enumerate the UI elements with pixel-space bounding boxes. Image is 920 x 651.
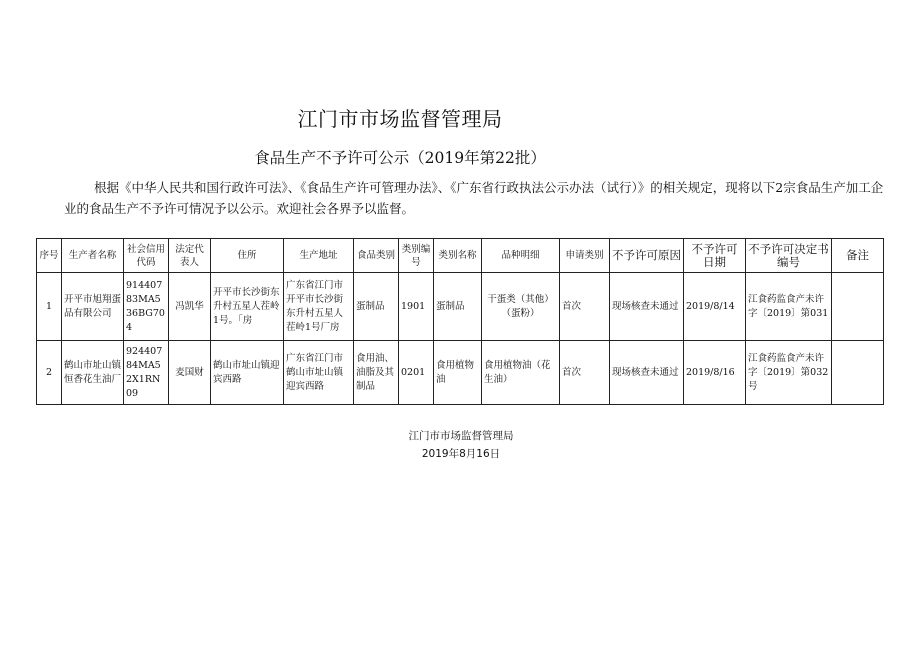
header-cell: 不予许可日期: [684, 239, 746, 273]
cell-variety-detail: 食用植物油（花生油）: [482, 341, 560, 405]
header-cell: 法定代表人: [169, 239, 211, 273]
footer-date: 2019年8月16日: [421, 448, 501, 460]
cell-credit-code: 92440784MA52X1RN09: [124, 341, 169, 405]
cell-no: 1: [37, 273, 62, 341]
cell-address: 鹤山市址山镇迎宾西路: [211, 341, 284, 405]
cell-legal-rep: 麦国财: [169, 341, 211, 405]
cell-decision-no: 江食药监食产未许字〔2019〕第032号: [746, 341, 832, 405]
cell-apply-type: 首次: [560, 341, 610, 405]
header-cell: 社会信用代码: [124, 239, 169, 273]
cell-variety-detail: 干蛋类（其他）（蛋粉）: [482, 273, 560, 341]
header-cell: 类别名称: [434, 239, 482, 273]
document-title: 江门市市场监督管理局: [297, 107, 503, 131]
cell-decision-no: 江食药监食产未许字〔2019〕第031: [746, 273, 832, 341]
cell-address: 开平市长沙街东升村五星人茬岭1号。「房: [211, 273, 284, 341]
cell-remark: [832, 273, 884, 341]
cell-production-address: 广东省江门市开平市长沙街东升村五星人茬岭1号厂房: [284, 273, 354, 341]
header-cell: 生产者名称: [62, 239, 124, 273]
cell-category-name: 食用植物油: [434, 341, 482, 405]
cell-refusal-reason: 现场核查未通过: [610, 341, 684, 405]
cell-category-no: 1901: [399, 273, 434, 341]
cell-refusal-date: 2019/8/16: [684, 341, 746, 405]
header-cell: 不予许可决定书编号: [746, 239, 832, 273]
table-row: [37, 273, 884, 341]
table-header-row: [37, 239, 884, 273]
cell-producer-name: 开平市旭翔蛋品有限公司: [62, 273, 124, 341]
cell-credit-code: 91440783MA536BG704: [124, 273, 169, 341]
cell-category-no: 0201: [399, 341, 434, 405]
cell-food-category: 食用油、油脂及其制品: [354, 341, 399, 405]
header-cell: 类别编号: [399, 239, 434, 273]
header-cell: 备注: [832, 239, 884, 273]
cell-production-address: 广东省江门市鹤山市址山镇迎宾西路: [284, 341, 354, 405]
header-cell: 食品类别: [354, 239, 399, 273]
cell-producer-name: 鹤山市址山镇恒香花生油厂: [62, 341, 124, 405]
header-cell: 住所: [211, 239, 284, 273]
header-cell: 不予许可原因: [610, 239, 684, 273]
cell-refusal-reason: 现场核查未通过: [610, 273, 684, 341]
header-cell: 品种明细: [482, 239, 560, 273]
footer-org: 江门市市场监督管理局: [408, 430, 514, 442]
cell-remark: [832, 341, 884, 405]
table-row: [37, 341, 884, 405]
cell-refusal-date: 2019/8/14: [684, 273, 746, 341]
cell-legal-rep: 冯凯华: [169, 273, 211, 341]
cell-food-category: 蛋制品: [354, 273, 399, 341]
header-cell: 申请类别: [560, 239, 610, 273]
document-subtitle: 食品生产不予许可公示（2019年第22批）: [254, 149, 546, 167]
cell-no: 2: [37, 341, 62, 405]
cell-category-name: 蛋制品: [434, 273, 482, 341]
cell-apply-type: 首次: [560, 273, 610, 341]
intro-paragraph: 根据《中华人民共和国行政许可法》、《食品生产许可管理办法》、《广东省行政执法公示办法（试行）》的相关规定，现将以下2宗食品生产加工企业的食品生产不予许可情况予以公示。欢迎社会各界予以监督。: [64, 180, 884, 216]
header-cell: 序号: [37, 239, 62, 273]
header-cell: 生产地址: [284, 239, 354, 273]
refusal-table: [36, 238, 884, 405]
